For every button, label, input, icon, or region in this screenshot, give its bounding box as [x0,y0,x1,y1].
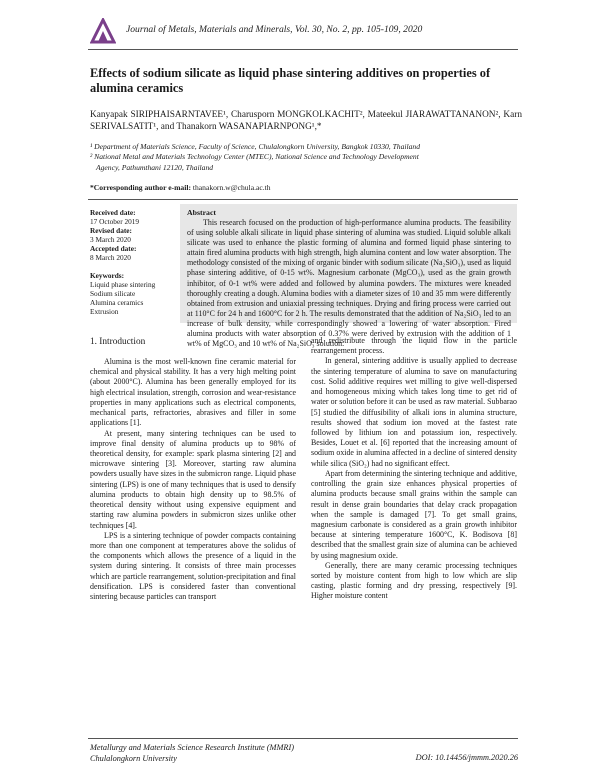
meta-divider [88,199,518,200]
keyword-item: Sodium silicate [90,289,136,298]
footer-publisher [90,743,294,764]
paragraph: At present, many sintering techniques can be used to improve final density of alumina products up to 98% of theoretical density, for example: spark plasma sintering [2] and microwave sintering [3]. Moreover, starting raw alumina powders usually have sizes in the submicron range. Liquid phase sintering (LPS) is one of many techniques that is used to densify alumina products to obtain high density up to 98.5% of theoretical density without using expensive equipment and starting raw alumina powders in submicron sizes unlike other techniques [4]. [90,428,296,530]
received-label: Received date: [90,208,136,217]
corresponding-label: *Corresponding author e-mail: [90,183,191,192]
journal-reference: Journal of Metals, Materials and Minerals, Vol. 30, No. 2, pp. 105-109, 2020 [126,24,423,35]
affiliations [90,142,520,173]
corresponding-author [90,183,271,192]
paragraph: Alumina is the most well-known fine ceramic material for chemical and physical stability. It has a very high melting point (about 2000°C). Alumina has been generally employed for its high electrical insulation, strength, corrosion and wear-resistance properties in many applications such as electrical components, mechanical parts, refractories, abrasives and filler in some applications [1]. [90,357,296,428]
header-divider [88,49,518,50]
body-column-left [90,357,296,602]
keyword-item: Alumina ceramics [90,298,144,307]
abstract-heading: Abstract [187,208,217,217]
paragraph: and redistribute through the liquid flow in the particle rearrangement process. [311,336,517,356]
keywords [90,271,175,316]
journal-logo-icon [90,18,116,44]
paragraph: In general, sintering additive is usually applied to decrease the sintering temperature of alumina to save on manufacturing cost. Solid additive requires wet milling to give well-dispersed and homogeneous mixing which takes long time to get rid of water or solution before it can be used as raw material. Subbarao [5] studied the diffusibility of alkali ions in alumina structure, results showed that sodium ion moved at the fastest rate followed by lithium ion and potassium ion, respectively. Besides, Louet et al. [6] reported that the increasing amount of sodium oxide in alumina affected in a decline of sintered density while silica (SiO₂) had no significant effect. [311,356,517,468]
affiliation-2: ² National Metal and Materials Technology Center (MTEC), National Science and Technology Development [90,152,419,162]
author-list: Kanyapak SIRIPHAISARNTAVEE¹, Charusporn MONGKOLKACHIT², Mateekul JIARAWATTANANON², Karn SERIVALSATIT¹, and Thanakorn WASANAPIARNPONG¹,* [90,110,522,133]
revised-label: Revised date: [90,226,132,235]
body-column-right [311,336,517,602]
revised-date: 3 March 2020 [90,235,131,244]
keyword-item: Liquid phase sintering [90,280,156,289]
accepted-date: 8 March 2020 [90,253,131,262]
footer-institute: Metallurgy and Materials Science Research Institute (MMRI) [90,743,294,752]
paragraph: Generally, there are many ceramic processing techniques sorted by moisture content from high to low which are slip casting, plastic forming and dry pressing, respectively [9]. Higher moisture content [311,560,517,601]
accepted-label: Accepted date: [90,244,137,253]
paragraph: LPS is a sintering technique of powder compacts containing more than one component at temperatures above the solidus of the components which allows the presence of a liquid in the system during sintering. It consists of three main processes which are particle rearrangement, solution-precipitation and final densification. LPS is considered faster than conventional sintering because particles can transport [90,530,296,602]
affiliation-1: ¹ Department of Materials Science, Faculty of Science, Chulalongkorn University, Bangkok 10330, Thailand [90,142,421,151]
affiliation-2-cont: Agency, Pathumthani 12120, Thailand [96,162,214,172]
footer-doi[interactable]: DOI: 10.14456/jmmm.2020.26 [415,753,518,762]
article-dates [90,208,175,262]
section-heading: 1. Introduction [90,337,146,347]
footer-university: Chulalongkorn University [90,753,177,763]
footer-divider [88,738,518,739]
paper-title: Effects of sodium silicate as liquid phase sintering additives on properties of alumina ceramics [90,66,491,95]
keyword-item: Extrusion [90,307,119,316]
corresponding-email[interactable]: thanakorn.w@chula.ac.th [192,183,271,192]
keywords-label: Keywords: [90,271,125,280]
received-date: 17 October 2019 [90,217,140,226]
abstract-text: This research focused on the production of high-performance alumina products. The feasibility of using soluble alkali silicate in liquid phase sintering of alumina was studied. Liquid soluble alkali silicate was used to enhance the plastic forming of alumina and formed liquid phase sintering to attain fired alumina products with high strength, high alumina content and low water absorption. The methodology consisted of the mixing of organic binder with sodium silicate (Na₂SiO₃), used as liquid phase sintering additive, of 0-15 wt%. Magnesium carbonate (MgCO₃), used as the grain growth inhibitor, of 0-1 wt% were added and followed by alumina powders. The mixtures were kneaded thoroughly creating a dough. Alumina bodies with a diameter sizes of 10 and 35 mm were differently obtained from extrusion and uniaxial pressing techniques. Drying and firing process were carried out at 110°C for 24 h and 1600°C for 2 h. The results demonstrated that the addition of Na₂SiO₃ led to an increase of bulk density, while correspondingly showed a lowering of water absorption. Fired alumina products with water absorption of 0.37% were derived by extrusion with the addition of 1 wt% of MgCO₃ and 10 wt% of Na₂SiO₃ solution. [187,218,511,349]
paragraph: Apart from determining the sintering technique and additive, controlling the grain size enhances physical properties of alumina products because small grains within the sample can result in dense grain boundaries that delay crack propagation when the sample is damaged [7]. To get small grains, magnesium carbonate is considered as a grain growth inhibitor because at sintering temperature 1600°C, K. Bodisova [8] described that the smallest grain size of alumina can be achieved by using magnesium oxide. [311,468,517,560]
